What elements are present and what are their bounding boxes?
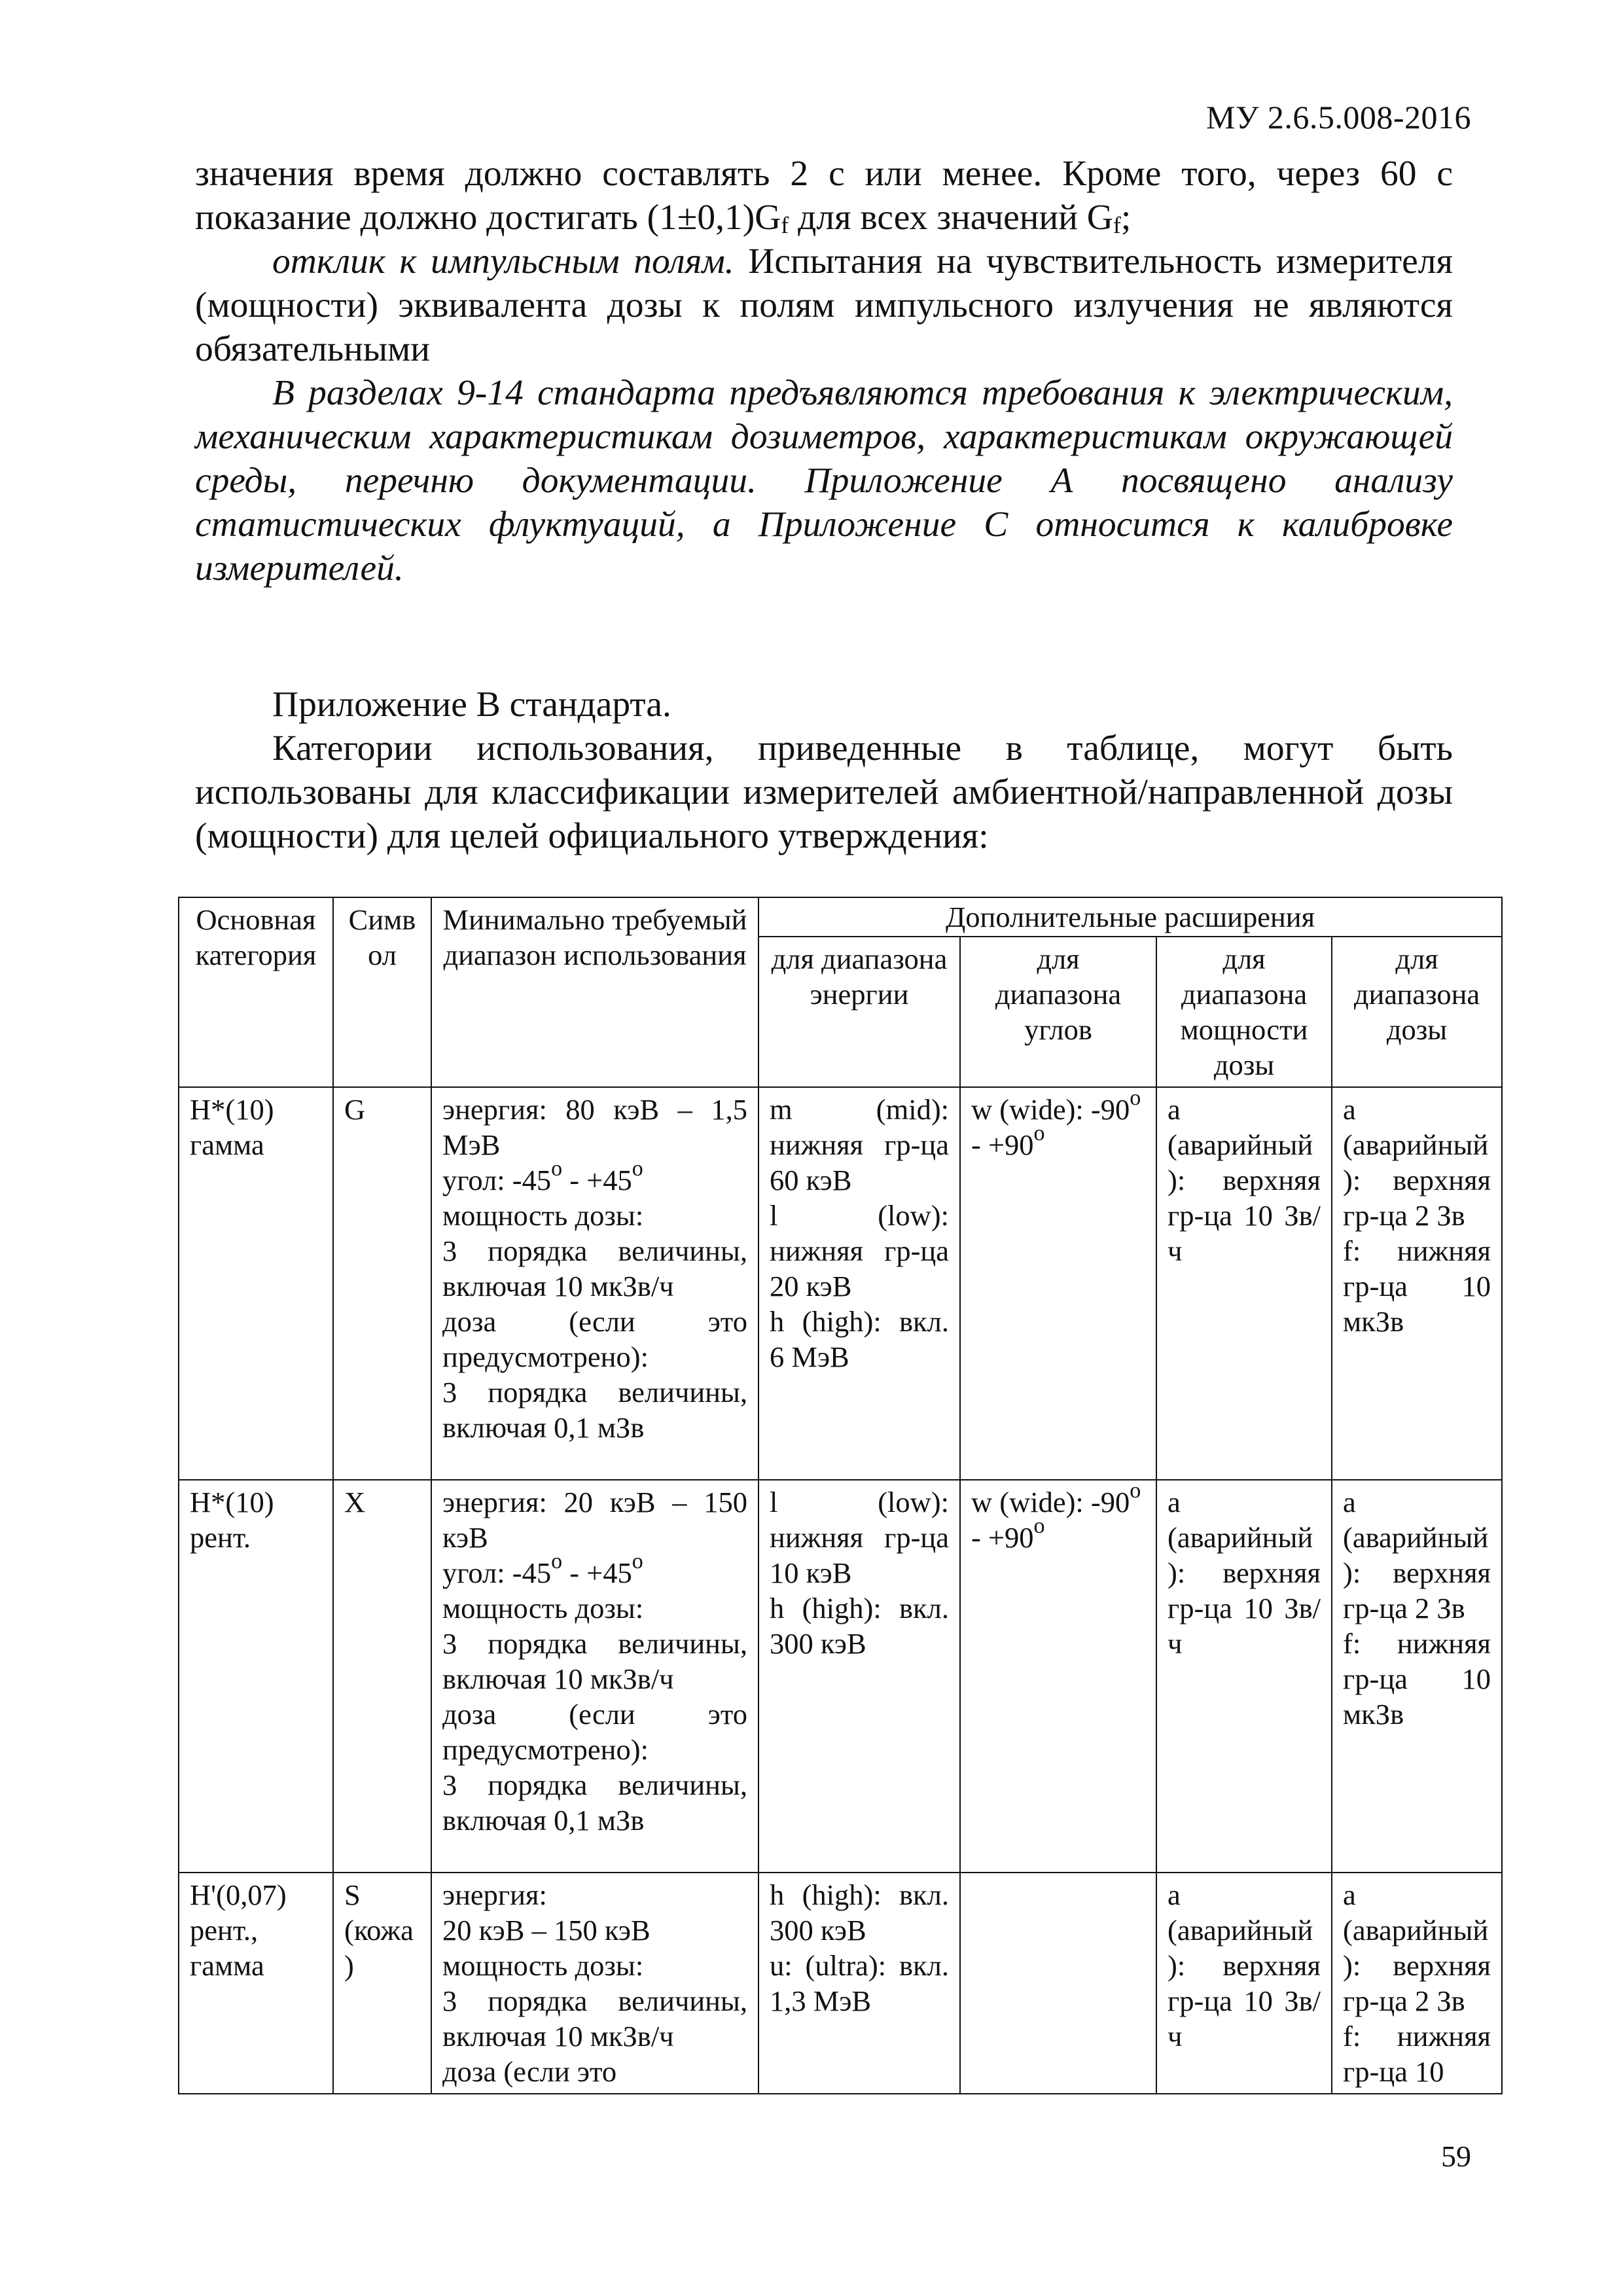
- header-dose-rate: для диапазона мощности дозы: [1156, 937, 1332, 1087]
- usage-categories-table: [178, 897, 1503, 2094]
- cell-angles: w (wide): $-90^o - +90^o$: [960, 1087, 1156, 1480]
- range-dose-label: доза (если это предусмотрено):: [442, 1698, 747, 1766]
- header-extensions: Дополнительные расширения: [758, 897, 1502, 937]
- cell-angles: [960, 1873, 1156, 2094]
- range-line: 20 кэВ – 150 кэВ: [442, 1914, 651, 1946]
- cell-range: [431, 1480, 758, 1873]
- body-text-appendix: [195, 683, 1453, 858]
- table-header-row: [179, 897, 1502, 937]
- cell-range: [431, 1873, 758, 2094]
- header-range: Минимально требуемый диапазон использования: [431, 897, 758, 1087]
- header-angles: для диапазона углов: [960, 937, 1156, 1087]
- header-category: Основная категория: [179, 897, 333, 1087]
- cell-energy: [758, 1873, 960, 2094]
- range-angle: угол: $-45^o - +45^o$: [442, 1549, 643, 1589]
- energy-item: h (high): вкл. 300 кэВ: [770, 1878, 949, 1946]
- energy-item: h (high): вкл. 6 МэВ: [770, 1305, 949, 1373]
- table-row: [179, 1873, 1502, 2094]
- range-dose-value: 3 порядка величины, включая 0,1 мЗв: [442, 1768, 747, 1837]
- cell-dose-rate: a (аварийный): верхняя гр-ца 10 Зв/ч: [1156, 1480, 1332, 1873]
- dose-item: a (аварийный): верхняя гр-ца 2 Зв: [1343, 1486, 1491, 1624]
- cell-symbol: X: [333, 1480, 431, 1873]
- range-angle: угол: $-45^o - +45^o$: [442, 1157, 643, 1196]
- cell-symbol: G: [333, 1087, 431, 1480]
- paragraph-appendix-b: Приложение В стандарта.: [272, 685, 671, 725]
- dose-item: f: нижняя гр-ца 10: [1343, 2020, 1491, 2088]
- energy-item: m (mid): нижняя гр-ца 60 кэВ: [770, 1093, 949, 1196]
- paragraph-response-time: значения время должно составлять 2 с или менее. Кроме того, через 60 с показание должно достигать $(1\pm 0,1)G_f$ для всех значений $G_f$;: [195, 154, 1453, 238]
- energy-item: h (high): вкл. 300 кэВ: [770, 1592, 949, 1660]
- range-energy: энергия: 80 кэВ – 1,5 МэВ: [442, 1093, 747, 1161]
- dose-item: f: нижняя гр-ца 10 мкЗв: [1343, 1627, 1491, 1731]
- range-energy: энергия: 20 кэВ – 150 кэВ: [442, 1486, 747, 1554]
- energy-item: l (low): нижняя гр-ца 20 кэВ: [770, 1199, 949, 1302]
- table-row: [179, 1480, 1502, 1873]
- cell-range: [431, 1087, 758, 1480]
- cell-energy: [758, 1480, 960, 1873]
- cell-dose: [1332, 1087, 1502, 1480]
- range-dose-rate-label: мощность дозы:: [442, 1199, 644, 1232]
- range-dose-rate-label: мощность дозы:: [442, 1592, 644, 1624]
- paragraph-categories: Категории использования, приведенные в таблице, могут быть использованы для классификации измерителей амбиентной/направленной дозы (мощности) для целей официального утверждения:: [195, 728, 1453, 856]
- dose-item: a (аварийный): верхняя гр-ца 2 Зв: [1343, 1093, 1491, 1232]
- cell-dose: [1332, 1873, 1502, 2094]
- cell-category: H'(0,07) рент., гамма: [179, 1873, 333, 2094]
- page-number: 59: [1441, 2140, 1471, 2173]
- range-dose-rate-value: 3 порядка величины, включая 10 мкЗв/ч: [442, 1234, 747, 1302]
- range-dose-value: 3 порядка величины, включая 0,1 мЗв: [442, 1376, 747, 1444]
- range-dose-label: доза (если это предусмотрено):: [442, 1305, 747, 1373]
- cell-angles: w (wide): $-90^o - +90^o$: [960, 1480, 1156, 1873]
- range-dose-rate-value: 3 порядка величины, включая 10 мкЗв/ч: [442, 1627, 747, 1695]
- table-row: [179, 1087, 1502, 1480]
- cell-category: H*(10) рент.: [179, 1480, 333, 1873]
- cell-symbol: S (кожа): [333, 1873, 431, 2094]
- range-line: энергия:: [442, 1878, 547, 1911]
- energy-item: l (low): нижняя гр-ца 10 кэВ: [770, 1486, 949, 1589]
- header-energy: для диапазона энергии: [758, 937, 960, 1087]
- range-line: 3 порядка величины, включая 10 мкЗв/ч: [442, 1984, 747, 2053]
- cell-dose: [1332, 1480, 1502, 1873]
- paragraph-pulse-response: отклик к импульсным полям. Испытания на чувствительность измерителя (мощности) эквивалента дозы к полям импульсного излучения не являются обязательными: [195, 242, 1453, 369]
- cell-dose-rate: a (аварийный): верхняя гр-ца 10 Зв/ч: [1156, 1087, 1332, 1480]
- header-dose: для диапазона дозы: [1332, 937, 1502, 1087]
- energy-item: u: (ultra): вкл. 1,3 МэВ: [770, 1949, 949, 2017]
- paragraph-sections: В разделах 9-14 стандарта предъявляются требования к электрическим, механическим характеристикам дозиметров, характеристикам окружающей среды, перечню документации. Приложение А посвящено анализу статистических флуктуаций, а Приложение С относится к калибровке измерителей.: [195, 373, 1453, 588]
- dose-item: a (аварийный): верхняя гр-ца 2 Зв: [1343, 1878, 1491, 2017]
- cell-energy: [758, 1087, 960, 1480]
- cell-category: H*(10) гамма: [179, 1087, 333, 1480]
- cell-dose-rate: a (аварийный): верхняя гр-ца 10 Зв/ч: [1156, 1873, 1332, 2094]
- range-line: мощность дозы:: [442, 1949, 644, 1982]
- dose-item: f: нижняя гр-ца 10 мкЗв: [1343, 1234, 1491, 1338]
- document-code: МУ 2.6.5.008-2016: [1205, 99, 1471, 135]
- body-text-top: [195, 152, 1453, 590]
- header-symbol: Символ: [333, 897, 431, 1087]
- range-line: доза (если это: [442, 2055, 617, 2088]
